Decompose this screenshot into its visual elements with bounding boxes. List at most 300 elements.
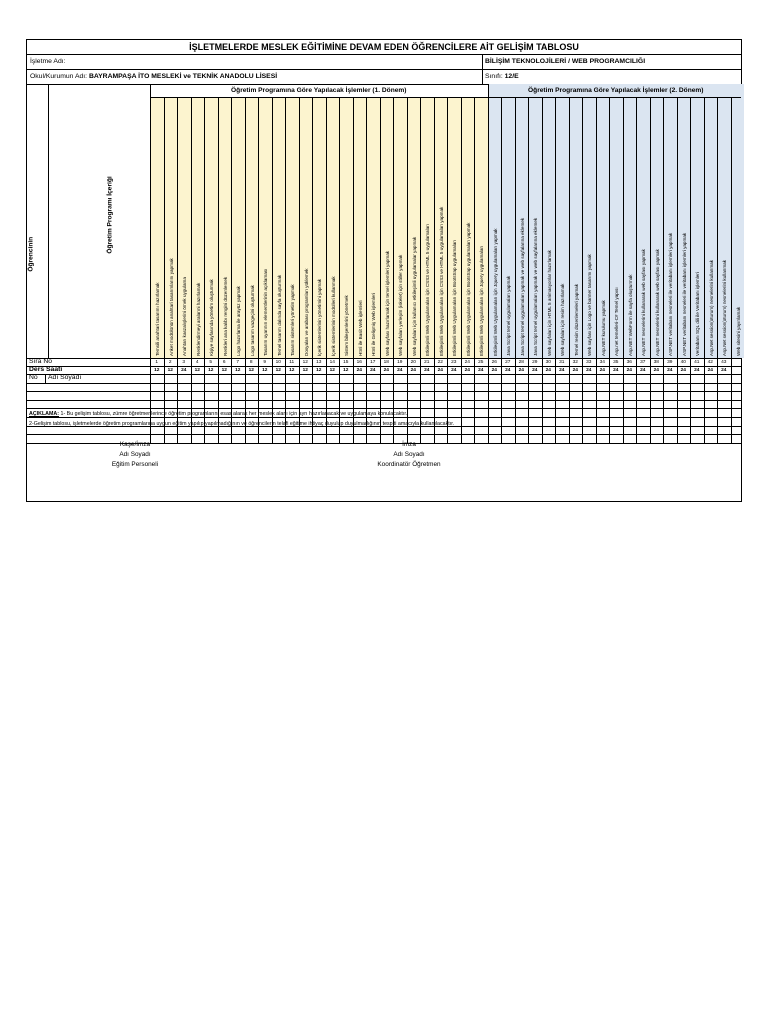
- student-progress-cell[interactable]: [609, 400, 623, 409]
- student-progress-cell[interactable]: [542, 426, 556, 435]
- student-progress-cell[interactable]: [704, 400, 718, 409]
- student-progress-cell[interactable]: [326, 400, 340, 409]
- student-progress-cell[interactable]: [353, 383, 367, 392]
- student-progress-cell[interactable]: [528, 374, 542, 383]
- student-progress-cell[interactable]: [731, 400, 745, 409]
- student-progress-cell[interactable]: [407, 408, 421, 417]
- student-progress-cell[interactable]: [690, 374, 704, 383]
- student-progress-cell[interactable]: [717, 374, 731, 383]
- column-hours: 24: [694, 368, 700, 373]
- student-progress-cell[interactable]: [569, 426, 583, 435]
- student-progress-cell[interactable]: [690, 408, 704, 417]
- student-progress-cell[interactable]: [501, 400, 515, 409]
- student-progress-cell[interactable]: [312, 434, 326, 443]
- student-progress-cell[interactable]: [285, 383, 299, 392]
- student-progress-cell[interactable]: [312, 383, 326, 392]
- student-progress-cell[interactable]: [569, 383, 583, 392]
- student-progress-cell[interactable]: [636, 383, 650, 392]
- student-progress-cell[interactable]: [704, 374, 718, 383]
- student-progress-cell[interactable]: [542, 417, 556, 426]
- student-progress-cell[interactable]: [690, 434, 704, 443]
- student-progress-cell[interactable]: [623, 383, 637, 392]
- student-progress-cell[interactable]: [636, 417, 650, 426]
- student-progress-cell[interactable]: [596, 417, 610, 426]
- student-progress-cell[interactable]: [339, 391, 353, 400]
- student-progress-cell[interactable]: [690, 417, 704, 426]
- student-progress-cell[interactable]: [731, 391, 745, 400]
- student-progress-cell[interactable]: [488, 434, 502, 443]
- student-progress-cell[interactable]: [663, 400, 677, 409]
- school-value: BAYRAMPAŞA İTO MESLEKİ ve TEKNİK ANADOLU LİSESİ: [88, 73, 278, 80]
- student-progress-cell[interactable]: [312, 374, 326, 383]
- student-progress-cell[interactable]: [596, 426, 610, 435]
- student-progress-cell[interactable]: [623, 374, 637, 383]
- student-progress-cell[interactable]: [528, 400, 542, 409]
- student-progress-cell[interactable]: [366, 400, 380, 409]
- student-progress-cell[interactable]: [690, 426, 704, 435]
- student-progress-cell[interactable]: [204, 400, 218, 409]
- student-progress-cell[interactable]: [582, 374, 596, 383]
- task-label: Logo hazırlama ile arayüz yapmak: [236, 286, 242, 356]
- student-progress-cell[interactable]: [677, 408, 691, 417]
- student-progress-cell[interactable]: [663, 426, 677, 435]
- student-progress-cell[interactable]: [501, 391, 515, 400]
- student-progress-cell[interactable]: [731, 417, 745, 426]
- student-progress-cell[interactable]: [569, 417, 583, 426]
- student-progress-cell[interactable]: [704, 383, 718, 392]
- student-progress-cell[interactable]: [609, 434, 623, 443]
- student-progress-cell[interactable]: [582, 417, 596, 426]
- student-progress-cell[interactable]: [663, 417, 677, 426]
- student-progress-cell[interactable]: [353, 400, 367, 409]
- student-progress-cell[interactable]: [488, 408, 502, 417]
- student-progress-cell[interactable]: [339, 400, 353, 409]
- student-progress-cell[interactable]: [501, 434, 515, 443]
- student-progress-cell[interactable]: [474, 417, 488, 426]
- student-progress-cell[interactable]: [623, 400, 637, 409]
- student-progress-cell[interactable]: [488, 400, 502, 409]
- student-progress-cell[interactable]: [501, 408, 515, 417]
- student-progress-cell[interactable]: [447, 374, 461, 383]
- student-progress-cell[interactable]: [353, 391, 367, 400]
- student-progress-cell[interactable]: [474, 426, 488, 435]
- student-progress-cell[interactable]: [393, 391, 407, 400]
- student-progress-cell[interactable]: [177, 400, 191, 409]
- student-progress-cell[interactable]: [717, 434, 731, 443]
- student-progress-cell[interactable]: [623, 426, 637, 435]
- student-progress-cell[interactable]: [434, 400, 448, 409]
- student-progress-cell[interactable]: [272, 391, 286, 400]
- student-progress-cell[interactable]: [366, 374, 380, 383]
- student-progress-cell[interactable]: [272, 434, 286, 443]
- student-progress-cell[interactable]: [596, 374, 610, 383]
- student-progress-cell[interactable]: [258, 391, 272, 400]
- student-progress-cell[interactable]: [231, 383, 245, 392]
- student-progress-cell[interactable]: [258, 374, 272, 383]
- student-progress-cell[interactable]: [663, 383, 677, 392]
- student-progress-cell[interactable]: [663, 374, 677, 383]
- student-progress-cell[interactable]: [420, 383, 434, 392]
- student-progress-cell[interactable]: [501, 417, 515, 426]
- student-progress-cell[interactable]: [528, 408, 542, 417]
- student-progress-cell[interactable]: [312, 400, 326, 409]
- student-progress-cell[interactable]: [474, 400, 488, 409]
- student-progress-cell[interactable]: [690, 383, 704, 392]
- student-progress-cell[interactable]: [461, 426, 475, 435]
- student-progress-cell[interactable]: [488, 383, 502, 392]
- student-progress-cell[interactable]: [555, 374, 569, 383]
- task-label: Temsili anahtari tasarımı hazırlamak: [155, 282, 161, 356]
- student-progress-cell[interactable]: [285, 400, 299, 409]
- student-progress-cell[interactable]: [231, 400, 245, 409]
- student-progress-cell[interactable]: [218, 374, 232, 383]
- student-progress-cell[interactable]: [609, 426, 623, 435]
- student-progress-cell[interactable]: [366, 383, 380, 392]
- student-progress-cell[interactable]: [407, 400, 421, 409]
- student-progress-cell[interactable]: [447, 391, 461, 400]
- student-progress-cell[interactable]: [447, 408, 461, 417]
- student-progress-cell[interactable]: [555, 434, 569, 443]
- student-progress-cell[interactable]: [258, 434, 272, 443]
- student-progress-cell[interactable]: [555, 417, 569, 426]
- student-progress-cell[interactable]: [299, 434, 313, 443]
- student-progress-cell[interactable]: [663, 391, 677, 400]
- student-progress-cell[interactable]: [177, 383, 191, 392]
- student-progress-cell[interactable]: [245, 400, 259, 409]
- student-progress-cell[interactable]: [393, 383, 407, 392]
- student-progress-cell[interactable]: [164, 374, 178, 383]
- student-progress-cell[interactable]: [150, 374, 164, 383]
- student-progress-cell[interactable]: [569, 374, 583, 383]
- student-progress-cell[interactable]: [555, 391, 569, 400]
- column-number: 39: [667, 360, 673, 365]
- student-progress-cell[interactable]: [515, 374, 529, 383]
- student-progress-cell[interactable]: [596, 400, 610, 409]
- student-progress-cell[interactable]: [461, 383, 475, 392]
- student-progress-cell[interactable]: [326, 374, 340, 383]
- student-progress-cell[interactable]: [569, 434, 583, 443]
- hours-label: Ders Saati: [29, 366, 63, 373]
- student-progress-cell[interactable]: [285, 434, 299, 443]
- student-progress-cell[interactable]: [312, 391, 326, 400]
- student-progress-cell[interactable]: [596, 434, 610, 443]
- column-number: 19: [397, 360, 403, 365]
- student-progress-cell[interactable]: [245, 383, 259, 392]
- student-progress-cell[interactable]: [704, 417, 718, 426]
- student-progress-cell[interactable]: [366, 391, 380, 400]
- student-progress-cell[interactable]: [623, 391, 637, 400]
- student-progress-cell[interactable]: [528, 434, 542, 443]
- column-number: 4: [195, 360, 199, 365]
- term1-task-column-10: [272, 97, 286, 358]
- task-label: Tasarım sistemleri yönetim yapmak: [290, 284, 296, 356]
- student-progress-cell[interactable]: [393, 374, 407, 383]
- student-progress-cell[interactable]: [650, 374, 664, 383]
- student-progress-cell[interactable]: [569, 400, 583, 409]
- student-progress-cell[interactable]: [150, 391, 164, 400]
- term2-task-column-34: [596, 97, 610, 358]
- student-progress-cell[interactable]: [677, 374, 691, 383]
- program-content-header: Öğretim Programı İçeriği: [106, 176, 114, 254]
- student-progress-cell[interactable]: [677, 391, 691, 400]
- student-progress-cell[interactable]: [420, 374, 434, 383]
- term2-task-column-29: [528, 97, 542, 358]
- student-progress-cell[interactable]: [609, 408, 623, 417]
- student-progress-cell[interactable]: [636, 400, 650, 409]
- term1-task-column-12: [299, 97, 313, 358]
- student-progress-cell[interactable]: [555, 400, 569, 409]
- student-progress-cell[interactable]: [623, 408, 637, 417]
- student-progress-cell[interactable]: [663, 434, 677, 443]
- student-progress-cell[interactable]: [731, 408, 745, 417]
- student-progress-cell[interactable]: [623, 417, 637, 426]
- student-progress-cell[interactable]: [488, 391, 502, 400]
- student-progress-cell[interactable]: [380, 374, 394, 383]
- student-progress-cell[interactable]: [258, 400, 272, 409]
- student-progress-cell[interactable]: [677, 400, 691, 409]
- student-progress-cell[interactable]: [542, 434, 556, 443]
- student-progress-cell[interactable]: [272, 400, 286, 409]
- student-progress-cell[interactable]: [528, 417, 542, 426]
- student-progress-cell[interactable]: [636, 434, 650, 443]
- student-progress-cell[interactable]: [582, 426, 596, 435]
- student-progress-cell[interactable]: [272, 383, 286, 392]
- student-progress-cell[interactable]: [407, 383, 421, 392]
- student-progress-cell[interactable]: [164, 400, 178, 409]
- student-progress-cell[interactable]: [272, 374, 286, 383]
- student-progress-cell[interactable]: [407, 374, 421, 383]
- student-progress-cell[interactable]: [690, 400, 704, 409]
- student-progress-cell[interactable]: [582, 434, 596, 443]
- student-progress-cell[interactable]: [150, 383, 164, 392]
- student-progress-cell[interactable]: [596, 408, 610, 417]
- student-progress-cell[interactable]: [623, 434, 637, 443]
- student-progress-cell[interactable]: [339, 383, 353, 392]
- student-progress-cell[interactable]: [731, 426, 745, 435]
- student-progress-cell[interactable]: [204, 374, 218, 383]
- student-progress-cell[interactable]: [731, 383, 745, 392]
- student-progress-cell[interactable]: [353, 374, 367, 383]
- student-progress-cell[interactable]: [245, 391, 259, 400]
- student-progress-cell[interactable]: [717, 391, 731, 400]
- student-progress-cell[interactable]: [555, 408, 569, 417]
- student-progress-cell[interactable]: [731, 434, 745, 443]
- student-progress-cell[interactable]: [380, 400, 394, 409]
- student-progress-cell[interactable]: [231, 374, 245, 383]
- student-progress-cell[interactable]: [164, 383, 178, 392]
- student-progress-cell[interactable]: [704, 408, 718, 417]
- student-progress-cell[interactable]: [650, 426, 664, 435]
- student-progress-cell[interactable]: [164, 391, 178, 400]
- student-progress-cell[interactable]: [569, 391, 583, 400]
- student-progress-cell[interactable]: [407, 391, 421, 400]
- student-progress-cell[interactable]: [515, 408, 529, 417]
- student-progress-cell[interactable]: [515, 383, 529, 392]
- student-progress-cell[interactable]: [515, 434, 529, 443]
- student-progress-cell[interactable]: [542, 400, 556, 409]
- student-progress-cell[interactable]: [447, 383, 461, 392]
- column-hours: 12: [235, 368, 241, 373]
- student-progress-cell[interactable]: [299, 391, 313, 400]
- student-progress-cell[interactable]: [245, 434, 259, 443]
- student-progress-cell[interactable]: [393, 400, 407, 409]
- student-progress-cell[interactable]: [704, 391, 718, 400]
- student-progress-cell[interactable]: [542, 374, 556, 383]
- column-number: 40: [680, 360, 686, 365]
- student-progress-cell[interactable]: [177, 374, 191, 383]
- class-value: 12/E: [504, 73, 519, 80]
- student-progress-cell[interactable]: [650, 400, 664, 409]
- student-progress-cell[interactable]: [609, 374, 623, 383]
- student-progress-cell[interactable]: [650, 391, 664, 400]
- student-progress-cell[interactable]: [609, 383, 623, 392]
- student-progress-cell[interactable]: [461, 374, 475, 383]
- student-progress-cell[interactable]: [582, 400, 596, 409]
- student-progress-cell[interactable]: [191, 391, 205, 400]
- task-label: Temel tasarım dalında sayfa oluşturmak: [276, 274, 282, 356]
- student-progress-cell[interactable]: [231, 434, 245, 443]
- student-progress-cell[interactable]: [515, 417, 529, 426]
- student-progress-cell[interactable]: [515, 391, 529, 400]
- student-progress-cell[interactable]: [582, 408, 596, 417]
- student-progress-cell[interactable]: [447, 400, 461, 409]
- student-progress-cell[interactable]: [582, 383, 596, 392]
- student-progress-cell[interactable]: [528, 426, 542, 435]
- term2-task-column-41: [690, 97, 704, 358]
- student-progress-cell[interactable]: [339, 374, 353, 383]
- column-hours: 24: [532, 368, 538, 373]
- student-progress-cell[interactable]: [636, 426, 650, 435]
- student-progress-cell[interactable]: [596, 383, 610, 392]
- student-progress-cell[interactable]: [677, 383, 691, 392]
- student-progress-cell[interactable]: [717, 400, 731, 409]
- student-progress-cell[interactable]: [326, 391, 340, 400]
- student-progress-cell[interactable]: [177, 391, 191, 400]
- student-progress-cell[interactable]: [609, 417, 623, 426]
- student-progress-cell[interactable]: [515, 426, 529, 435]
- student-progress-cell[interactable]: [474, 374, 488, 383]
- student-progress-cell[interactable]: [218, 391, 232, 400]
- student-progress-cell[interactable]: [515, 400, 529, 409]
- term2-task-column-30: [542, 97, 556, 358]
- student-progress-cell[interactable]: [555, 426, 569, 435]
- student-progress-cell[interactable]: [596, 391, 610, 400]
- student-progress-cell[interactable]: [474, 383, 488, 392]
- student-progress-cell[interactable]: [501, 426, 515, 435]
- student-progress-cell[interactable]: [380, 383, 394, 392]
- student-progress-cell[interactable]: [191, 400, 205, 409]
- student-progress-cell[interactable]: [542, 391, 556, 400]
- student-progress-cell[interactable]: [299, 374, 313, 383]
- student-progress-cell[interactable]: [501, 374, 515, 383]
- task-label: Web sitesini yayınlamak: [735, 306, 741, 356]
- student-progress-cell[interactable]: [285, 374, 299, 383]
- student-progress-cell[interactable]: [542, 408, 556, 417]
- student-progress-cell[interactable]: [299, 383, 313, 392]
- student-progress-cell[interactable]: [690, 391, 704, 400]
- student-progress-cell[interactable]: [380, 391, 394, 400]
- student-progress-cell[interactable]: [299, 400, 313, 409]
- student-progress-cell[interactable]: [218, 434, 232, 443]
- student-progress-cell[interactable]: [474, 391, 488, 400]
- student-progress-cell[interactable]: [218, 400, 232, 409]
- student-progress-cell[interactable]: [528, 391, 542, 400]
- student-progress-cell[interactable]: [461, 417, 475, 426]
- student-progress-cell[interactable]: [501, 383, 515, 392]
- student-progress-cell[interactable]: [434, 383, 448, 392]
- student-progress-cell[interactable]: [434, 391, 448, 400]
- student-progress-cell[interactable]: [717, 417, 731, 426]
- student-progress-cell[interactable]: [191, 383, 205, 392]
- student-progress-cell[interactable]: [555, 383, 569, 392]
- student-progress-cell[interactable]: [204, 391, 218, 400]
- student-progress-cell[interactable]: [650, 408, 664, 417]
- student-progress-cell[interactable]: [663, 408, 677, 417]
- student-progress-cell[interactable]: [569, 408, 583, 417]
- student-progress-cell[interactable]: [636, 408, 650, 417]
- student-progress-cell[interactable]: [582, 391, 596, 400]
- student-progress-cell[interactable]: [650, 383, 664, 392]
- student-progress-cell[interactable]: [677, 426, 691, 435]
- student-progress-cell[interactable]: [150, 400, 164, 409]
- signature-left-name: Adı Soyadı: [119, 451, 151, 458]
- student-progress-cell[interactable]: [609, 391, 623, 400]
- student-progress-cell[interactable]: [528, 383, 542, 392]
- column-number: 32: [572, 360, 578, 365]
- student-progress-cell[interactable]: [488, 417, 502, 426]
- student-progress-cell[interactable]: [677, 417, 691, 426]
- student-progress-cell[interactable]: [461, 408, 475, 417]
- student-progress-cell[interactable]: [488, 374, 502, 383]
- student-progress-cell[interactable]: [434, 374, 448, 383]
- student-progress-cell[interactable]: [717, 383, 731, 392]
- student-progress-cell[interactable]: [191, 374, 205, 383]
- column-hours: 12: [262, 368, 268, 373]
- task-label: Web sayfaları için resim hazırlamak: [560, 283, 566, 356]
- student-progress-cell[interactable]: [218, 383, 232, 392]
- student-progress-cell[interactable]: [636, 391, 650, 400]
- student-progress-cell[interactable]: [636, 374, 650, 383]
- task-label: ASP.NET veritabanı nesneleri ile veritabanı işlemleri yapmak: [681, 232, 687, 356]
- student-progress-cell[interactable]: [258, 383, 272, 392]
- student-progress-cell[interactable]: [731, 374, 745, 383]
- student-progress-cell[interactable]: [326, 383, 340, 392]
- student-progress-cell[interactable]: [650, 434, 664, 443]
- student-progress-cell[interactable]: [245, 374, 259, 383]
- student-progress-cell[interactable]: [717, 426, 731, 435]
- student-progress-cell[interactable]: [420, 391, 434, 400]
- student-progress-cell[interactable]: [231, 391, 245, 400]
- student-progress-cell[interactable]: [650, 417, 664, 426]
- column-number: 35: [613, 360, 619, 365]
- student-progress-cell[interactable]: [420, 400, 434, 409]
- student-progress-cell[interactable]: [461, 391, 475, 400]
- student-progress-cell[interactable]: [717, 408, 731, 417]
- student-progress-cell[interactable]: [420, 408, 434, 417]
- column-hours: 12: [329, 368, 335, 373]
- student-progress-cell[interactable]: [204, 383, 218, 392]
- column-hours: 24: [680, 368, 686, 373]
- student-progress-cell[interactable]: [488, 426, 502, 435]
- student-progress-cell[interactable]: [434, 408, 448, 417]
- student-progress-cell[interactable]: [704, 434, 718, 443]
- student-progress-cell[interactable]: [285, 391, 299, 400]
- student-progress-cell[interactable]: [461, 400, 475, 409]
- student-progress-cell[interactable]: [542, 383, 556, 392]
- student-progress-cell[interactable]: [704, 426, 718, 435]
- student-progress-cell[interactable]: [474, 408, 488, 417]
- student-progress-cell[interactable]: [677, 434, 691, 443]
